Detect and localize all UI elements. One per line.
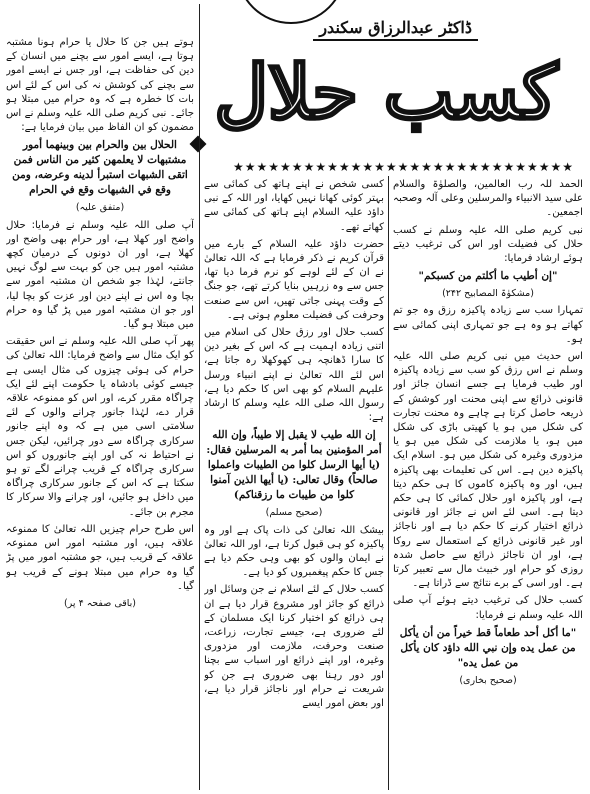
author-name: ڈاکٹر عبدالرزاق سکندر [313,18,478,41]
hadith-text: الحلال بين والحرام بين وبينهما أمور مشتبهات لا يعلمهن كثير من الناس فمن اتقى الشبهات استبرأ لدينه وعرضه، ومن وقع في الشبهات وقع في الحرام [12,139,188,197]
hadith-text: إن الله طيب لا يقبل إلا طيباً، وإن الله أمر المؤمنين بما أمر به المرسلين فقال: (يا أيها الرسل كلوا من الطيبات واعملوا صالحاً) وقال تعالى: (يا أيها الذين آمنوا كلوا من طيبات ما رزقناكم) [206,429,382,502]
right-column [393,178,583,790]
paragraph: الحمد للہ رب العالمین، والصلوٰۃ والسلام علی سید الانبیاء والمرسلین وعلی آلہ وصحبہ اجمعین۔ [393,179,583,219]
article-header [202,4,574,156]
paragraph: پھر آپ صلی اللہ علیہ وسلم نے اس حقیقت کو ایک مثال سے واضح فرمایا: اللہ تعالیٰ کی حرام کی ہوئی چیزوں کی مثال ایسی ہے جیسے کوئی بادشاہ یا حکومت اپنے لئے ایک چراگاہ مقرر کرے، اور اس کو ممنوعہ علاقہ قرار دے، لہٰذا جانور چرانے والوں کے لئے سلامتی اسی میں ہے کہ وہ اپنے جانور سرکاری چراگاہ سے دور چرائیں، لیکن جس نے احتیاط نہ کی اور اپنے جانوروں کو اس سرکاری چراگاہ کے قریب چرانے لگے تو ہو سکتا ہے کہ اس کے جانور سرکاری چراگاہ میں داخل ہو جائیں، اور چرانے والا سرکار کا مجرم بن جائے۔ [6,336,194,518]
continued-note: (باقی صفحہ ۴ پر) [63,597,137,609]
reference: (صحیح مسلم) [265,507,323,519]
paragraph: کسی شخص نے اپنے ہاتھ کی کمائی سے بہتر کوئی کھانا نہیں کھایا، اور اللہ کے نبی داؤد علیہ السلام اپنے ہاتھ کی کمائی سے کھاتے تھے۔ [204,179,384,233]
left-column [6,36,194,790]
paragraph: کسب حلال اور رزق حلال کی اسلام میں اتنی زیادہ اہمیت ہے کہ اس کے بغیر دین کا سارا ڈھانچہ ہی کھوکھلا رہ جاتا ہے، اس لئے اللہ تعالیٰ نے اپنے انبیاء ورسل علیہم السلام کو بھی اس کا حکم دیا ہے، رسول اللہ صلی اللہ علیہ وسلم کا ارشاد ہے: [204,327,384,424]
paragraph: اس حدیث میں نبی کریم صلی اللہ علیہ وسلم نے اس رزق کو سب سے زیادہ پاکیزہ اور طیب فرمایا ہے جسے انسان جائز اور قانونی ذرائع سے اپنی محنت اور کوشش کے ذریعہ حاصل کرتا ہے چاہے وہ محنت تجارت کی شکل میں ہو یا کھیتی باڑی کی شکل میں ہو، یا ملازمت کی شکل میں ہو یا مزدوری وغیرہ کی شکل میں ہو۔ اسلام ایک پاکیزہ دین ہے۔ اس کی تعلیمات بھی پاکیزہ ہیں، اور وہ پاکیزہ کاموں کا ہی حکم دیتا ہے، اور پاکیزہ اور حلال کمائی کا ہی حکم دیتا ہے۔ اسی لئے اس نے جائز اور قانونی ذرائع اختیار کرنے کا حکم دیا ہے اور ناجائز اور غیر قانونی ذرائع کے استعمال سے روکا ہے، اور ان ناجائز ذرائع سے حاصل شدہ روزی کو حرام اور خبیث مال سے تعبیر کرتا ہے۔ اور اسی کے برے نتائج سے ڈراتا ہے۔ [393,351,583,590]
paragraph: آپ صلی اللہ علیہ وسلم نے فرمایا: حلال واضح اور کھلا ہے، اور حرام بھی واضح اور کھلا ہے، اور ان دونوں کے درمیان کچھ مشتبہ امور ہیں جن کو بہت سے لوگ نہیں جانتے، لہٰذا جو شخص ان مشتبہ امور سے بچا وہ اس نے اپنے دین اور عزت کو بچا لیا، اور جو ان مشتبہ امور میں پڑ گیا وہ حرام میں مبتلا ہو گیا۔ [6,219,194,331]
paragraph: کسب حلال کی ترغیب دیتے ہوئے آپ صلی اللہ علیہ وسلم نے فرمایا: [393,595,583,621]
column-divider [388,176,389,790]
paragraph: اس طرح حرام چیزیں اللہ تعالیٰ کا ممنوعہ علاقہ ہیں، اور مشتبہ امور اس ممنوعہ علاقہ کے قریب ہیں، جو مشتبہ امور میں پڑ گیا وہ حرام میں مبتلا ہونے کے قریب ہو گیا۔ [6,523,194,592]
column-divider [199,4,200,790]
paragraph: بیشک اللہ تعالیٰ کی ذات پاک ہے اور وہ پاکیزہ کو ہی قبول کرتا ہے، اور اللہ تعالیٰ نے ایمان والوں کو بھی وہی حکم دیا ہے جس کا حکم پیغمبروں کو دیا ہے۔ [204,524,384,579]
hadith-text: "ما أكل أحد طعاماً قط خيراً من أن يأكل من عمل يده وإن نبي الله داؤد كان يأكل من عمل يده" [399,626,577,669]
hadith-text: "إن أطيب ما أكلتم من كسبكم" [418,270,558,283]
paragraph: ہوتے ہیں جن کا حلال یا حرام ہونا مشتبہ ہوتا ہے، ایسے امور سے بچنے میں انسان کے دین کی حفاظت ہے، اور جس نے ایسے امور سے بچنے کی کوشش نہ کی اس کے لئے اس بات کا خطرہ ہے کہ وہ حرام میں مبتلا ہو جائے۔ نبی کریم صلی اللہ علیہ وسلم نے اس مضمون کو ان الفاظ میں بیان فرمایا ہے: [6,37,194,134]
paragraph: کسب حلال کے لئے اسلام نے جن وسائل اور ذرائع کو جائز اور مشروع قرار دیا ہے ان ہی ذرائع کو اختیار کرنا ایک مسلمان کے لئے ضروری ہے، جیسے تجارت، زراعت، صنعت وحرفت، ملازمت اور مزدوری وغیرہ، اور اپنے ذرائع اور اسباب سے بچنا اور دور رہنا بھی ضروری ہے جن کو شریعت نے حرام اور ناجائز قرار دیا ہے، اور بعض امور ایسے [204,584,384,710]
reference: (مشکوٰۃ المصابیح ۲۴۲) [442,288,534,300]
article-title: کسب حلال [214,50,558,136]
reference: (صحیح بخاری) [459,674,517,686]
star-divider: ★★★★★★★★★★★★★★★★★★★★★★★★★★★★★ [233,160,574,174]
paragraph: نبی کریم صلی اللہ علیہ وسلم نے کسب حلال کی فضیلت اور اس کی ترغیب دیتے ہوئے ارشاد فرمایا: [393,224,583,265]
middle-column [204,178,384,790]
paragraph: تمہارا سب سے زیادہ پاکیزہ رزق وہ جو تم کھاتے ہو وہ ہے جو تمہاری اپنی کمائی سے ہو۔ [393,305,583,345]
paragraph: حضرت داؤد علیہ السلام کے بارے میں قرآن کریم نے ذکر فرمایا ہے کہ اللہ تعالیٰ نے ان کے لئے لوہے کو نرم فرما دیا تھا، جس سے وہ زرہیں بنایا کرتے تھے، جو جنگ کے وقت پہنی جاتی تھیں، اس سے صنعت وحرفت کی فضیلت معلوم ہوتی ہے۔ [204,238,384,321]
reference: (متفق علیہ) [75,202,125,214]
